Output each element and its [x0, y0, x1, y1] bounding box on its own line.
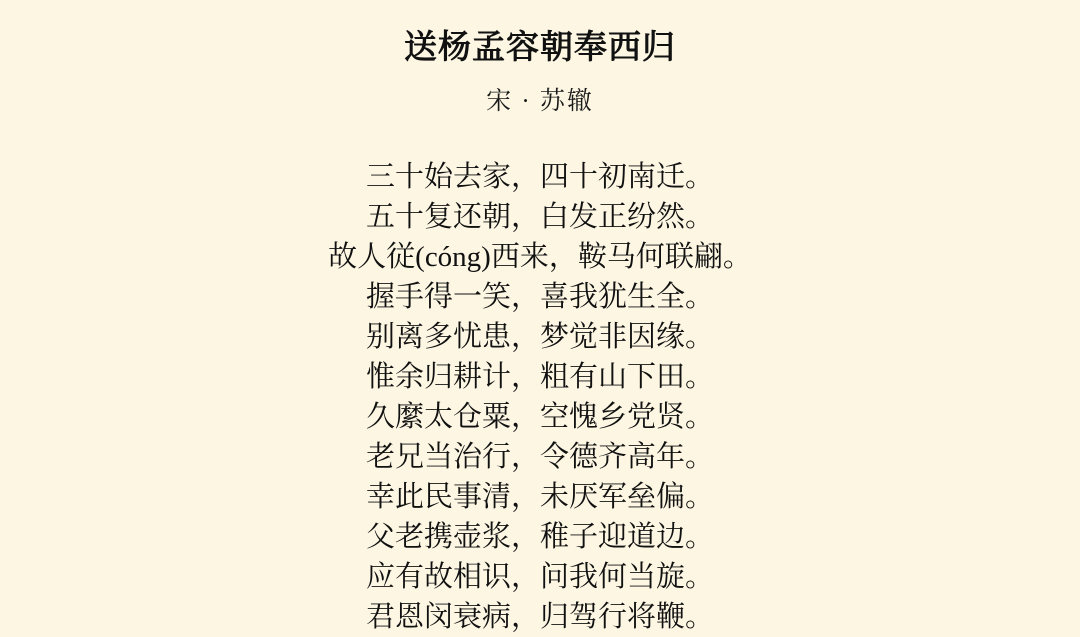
poem-line: 应有故相识，问我何当旋。 — [365, 561, 714, 594]
page-title: 送杨孟容朝奉西归 — [404, 30, 676, 66]
poem-line: 久縻太仓粟，空愧乡党贤。 — [365, 401, 714, 434]
poem-line: 别离多忧患，梦觉非因缘。 — [365, 321, 714, 354]
poem-line: 幸此民事清，未厌军垒偏。 — [365, 481, 714, 514]
poem-line: 君恩闵衰病，归驾行将鞭。 — [365, 601, 714, 634]
poem-line: 故人従(cóng)西来，鞍马何联翩。 — [328, 241, 752, 274]
poem-line: 惟余归耕计，粗有山下田。 — [365, 361, 714, 394]
poem-body — [0, 157, 1080, 637]
poem-byline: 宋 · 苏辙 — [486, 88, 594, 116]
poem-line: 老兄当治行，令德齐高年。 — [365, 441, 714, 474]
poem-line: 五十复还朝，白发正纷然。 — [365, 201, 714, 234]
poem-line: 三十始去家，四十初南迁。 — [365, 161, 714, 194]
poem-line: 父老携壶浆，稚子迎道边。 — [365, 521, 714, 554]
poem-line: 握手得一笑，喜我犹生全。 — [365, 281, 714, 314]
